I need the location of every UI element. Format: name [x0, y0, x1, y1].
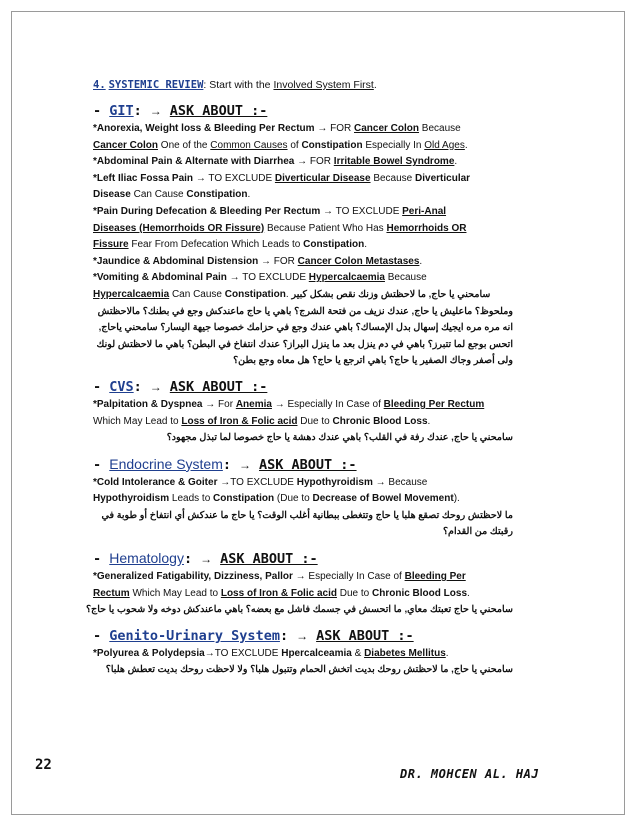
dash: - [93, 103, 110, 119]
text: → TO EXCLUDE [226, 272, 309, 284]
git-heading: - GIT: → ASK ABOUT :- [93, 103, 268, 119]
involved-system-text: Involved System First [273, 79, 374, 91]
text: Common Causes [210, 139, 288, 151]
section-heading [93, 76, 513, 94]
text: Leads to [169, 493, 214, 505]
cvs-heading: - CVS: → ASK ABOUT :- [93, 378, 268, 395]
diagnosis: Hpercalceamia [281, 647, 352, 659]
text: Because [419, 123, 461, 134]
endocrine-heading: - Endocrine System: → ASK ABOUT :- [93, 455, 357, 473]
diagnosis: Irritable Bowel Syndrome [333, 156, 455, 168]
text: Which May Lead to [93, 415, 182, 427]
diagnosis: Bleeding Per Rectum [383, 398, 485, 410]
endocrine-arabic-1: ما لاحظتش روحك تصقع هلبا يا حاج وتتغطى ببطانية أغلب الوقت؟ يا حاج ما عندكش أي انتفاخ أو طوبة في [101, 509, 513, 521]
text: Can Cause [130, 189, 187, 201]
symptom: *Anorexia, Weight loss & Bleeding Per Rectum [93, 123, 315, 134]
text: Constipation [303, 239, 365, 251]
arrow-icon: → [200, 552, 213, 567]
ask-about-label: ASK ABOUT :- [220, 551, 318, 568]
gu-arabic-1: سامحني يا حاج, ما لاحظتش روحك بديت اتخش الحمام وتتبول هلبا؟ ولا لاحظت روحك بديت تعطش هلبا؟ [105, 664, 513, 676]
ask-about-label: ASK ABOUT :- [259, 456, 357, 473]
text: Due to [336, 587, 372, 599]
text: Because [384, 272, 427, 284]
arabic-question: سامحني يا حاج, ما لاحظتش وزنك نقص بشكل كبير [291, 288, 491, 300]
arrow-icon: → [149, 104, 162, 118]
text: → FOR [294, 156, 334, 168]
endocrine-line-1 [93, 475, 513, 492]
git-line-6 [93, 204, 513, 221]
text: Due to [297, 415, 333, 427]
arrow-icon: → [239, 457, 252, 472]
text: Fear From Defecation Which Leads to [128, 239, 304, 251]
text: Which May Lead to [129, 587, 221, 599]
git-line-11 [93, 287, 513, 304]
endocrine-line-2 [93, 491, 513, 508]
diagnosis: Loss of Iron & Folic acid [220, 587, 337, 599]
ask-about-label: ASK ABOUT :- [316, 627, 414, 644]
section-title: SYSTEMIC REVIEW [108, 79, 204, 91]
cvs-arabic-1: سامحني يا حاج, عندك رفة في القلب؟ باهي عندك دهشة يا حاج خصوصا لما تبذل مجهود؟ [166, 432, 513, 444]
git-line-8 [93, 237, 513, 254]
diagnosis: Fissure [93, 239, 129, 251]
diagnosis: Hypercalcaemia [93, 288, 170, 300]
document-body [85, 76, 513, 679]
git-arabic-1: وملحوظ؟ ماعليش يا حاج, عندك نزيف من فتحة الشرج؟ باهي يا حاج ماعندكش وجع في بطنك؟ مالاحظتش [97, 305, 513, 317]
git-line-3 [93, 154, 513, 171]
endocrine-arabic-2: رقبتك من القدام؟ [442, 526, 513, 538]
text: Because [370, 172, 416, 184]
text: → FOR [314, 123, 354, 134]
hematology-heading: - Hematology: → ASK ABOUT :- [93, 550, 318, 568]
diagnosis: Bleeding Per [404, 571, 466, 583]
text: . [419, 255, 423, 267]
git-line-5 [93, 187, 513, 204]
git-line-1 [93, 121, 513, 138]
symptom: *Vomiting & Abdominal Pain [93, 272, 227, 284]
git-arabic-4: ولى أصفر وجاك الصفير يا حاج؟ باهي اترجع يا حاج؟ هل معاه وجع بطن؟ [233, 355, 513, 367]
text: Because Patient Who Has [264, 222, 387, 234]
gu-title: Genito-Urinary System [109, 627, 280, 644]
text: → For [202, 398, 236, 410]
arrow-icon: → [296, 628, 309, 643]
symptom: *Polyurea & Polydepsia [93, 647, 205, 659]
text: . [364, 239, 367, 251]
author-name: DR. MOHCEN AL. HAJ [400, 767, 540, 781]
diagnosis: Diseases (Hemorrhoids OR Fissure) [93, 222, 265, 234]
git-arabic-3: اتحس بوجع لما تتبرز؟ باهي في دم ينزل بعد ما ينزل البراز؟ عندك انتفاخ في البطن؟ باهي ما لاحظتش لونك [96, 338, 513, 350]
dash: - [93, 456, 110, 473]
text: Constipation [186, 189, 248, 201]
gu-heading: - Genito-Urinary System: → ASK ABOUT :- [93, 627, 414, 644]
text: Chronic Blood Loss [372, 587, 467, 599]
text: →TO EXCLUDE [204, 647, 282, 659]
diagnosis: Cancer Colon [93, 139, 159, 151]
git-line-10 [93, 270, 513, 287]
arrow-icon: → [149, 379, 162, 394]
text: → Especially In Case of [292, 571, 405, 583]
symptom: *Palpitation & Dyspnea [93, 398, 203, 410]
diagnosis: Diabetes Mellitus [364, 647, 446, 659]
diagnosis: Rectum [93, 587, 130, 599]
text: Old Ages [424, 139, 465, 151]
heading-period: . [373, 79, 377, 91]
git-line-2 [93, 138, 513, 155]
ask-about-label: ASK ABOUT :- [169, 378, 268, 395]
ask-about-label: ASK ABOUT :- [169, 103, 268, 119]
cvs-title: CVS [109, 378, 134, 395]
text: One of the [158, 139, 211, 151]
gu-line-1 [93, 646, 513, 663]
dash: - [93, 378, 110, 395]
diagnosis: Hypercalcaemia [308, 272, 385, 284]
text: Decrease of Bowel Movement [312, 493, 454, 505]
text: Can Cause [169, 288, 225, 300]
diagnosis: Cancer Colon Metastases [297, 255, 420, 267]
text: . [285, 288, 292, 300]
cvs-line-2 [93, 414, 513, 431]
text: . [427, 415, 431, 427]
hematology-line-1 [93, 569, 513, 586]
text: Especially In [362, 139, 425, 151]
text: (Due to [274, 493, 313, 505]
git-line-9 [93, 254, 513, 271]
text: → FOR [258, 255, 298, 267]
hematology-arabic-1: سامحني يا حاج تعبتك معاي, ما اتحسش في جسمك فاشل مع بعضه؟ باهي ماعندكش دوخه ولا شحوب يا حاج؟ [85, 604, 513, 616]
text: Constipation [224, 288, 286, 300]
git-line-7 [93, 221, 513, 238]
text: . [445, 647, 449, 659]
text: Constipation [301, 139, 363, 151]
text: Constipation [213, 493, 275, 505]
text: of [287, 139, 302, 151]
text: & [351, 647, 365, 659]
diagnosis: Hemorrhoids OR [386, 222, 467, 234]
heading-colon: : [203, 79, 207, 91]
endocrine-title: Endocrine System [109, 455, 223, 472]
symptom: *Pain During Defecation & Bleeding Per Rectum [93, 205, 321, 217]
text: → TO EXCLUDE [320, 205, 403, 217]
diagnosis: Hypothyroidism [296, 476, 373, 488]
cvs-line-1 [93, 397, 513, 414]
hematology-line-2 [93, 586, 513, 603]
section-number: 4. [93, 79, 106, 91]
text: . [464, 139, 468, 151]
text: → Because [372, 476, 428, 488]
text: Hypothyroidism [93, 493, 170, 505]
hematology-title: Hematology [109, 550, 184, 567]
symptom: *Abdominal Pain & Alternate with Diarrhea [93, 156, 295, 168]
dash: - [93, 551, 110, 568]
text: . [467, 587, 470, 599]
git-line-4 [93, 171, 513, 188]
symptom: *Cold Intolerance & Goiter [93, 476, 218, 488]
text: → Especially In Case of [271, 398, 384, 410]
page-number: 22 [35, 757, 52, 773]
text: →TO EXCLUDE [217, 476, 297, 488]
diagnosis: Peri-Anal [402, 205, 447, 217]
diagnosis: Anemia [235, 398, 272, 410]
git-title: GIT [109, 103, 134, 119]
text: Disease [93, 189, 131, 201]
heading-text: Start with the [206, 79, 274, 91]
text: . [454, 156, 458, 168]
diagnosis: Cancer Colon [354, 123, 420, 134]
diagnosis: Diverticular Disease [274, 172, 371, 184]
text: Chronic Blood Loss [332, 415, 428, 427]
text: Diverticular [415, 172, 471, 184]
text: ). [453, 493, 460, 505]
dash: - [93, 627, 110, 644]
symptom: *Jaundice & Abdominal Distension [93, 255, 259, 267]
diagnosis: Loss of Iron & Folic acid [181, 415, 298, 427]
text: → TO EXCLUDE [193, 172, 275, 184]
symptom: *Generalized Fatigability, Dizziness, Pallor [93, 571, 293, 583]
git-arabic-2: انه مره مره ايجيك إسهال بدل الإمساك؟ باهي عندك وجع في حزامك خصوصا جيهة اليسار؟ سامحني ياحاج, [98, 322, 513, 334]
symptom: *Left Iliac Fossa Pain [93, 172, 194, 184]
text: . [247, 189, 251, 201]
